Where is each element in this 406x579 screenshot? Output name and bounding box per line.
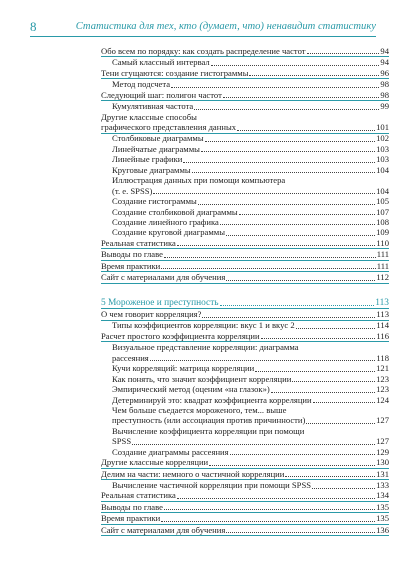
- toc-entry-page: 104: [376, 185, 389, 196]
- toc-entry-title: Создание столбиковой диаграммы: [112, 206, 238, 217]
- dot-leader: [285, 475, 375, 477]
- dot-leader: [132, 443, 375, 445]
- toc-entry-title: Линейные графики: [112, 154, 183, 165]
- toc-entry[interactable]: [101, 186, 389, 196]
- toc-entry-page: 112: [376, 272, 389, 283]
- toc-entry-title: Делим на части: немного о частичной корреляции: [101, 468, 285, 479]
- toc-entry[interactable]: [101, 227, 389, 237]
- dot-leader: [202, 316, 375, 318]
- toc-entry[interactable]: [101, 513, 389, 524]
- toc-entry-title: Самый классный интервал: [112, 57, 210, 68]
- dot-leader: [226, 279, 375, 281]
- toc-entry-title: Кумулятивная частота: [112, 101, 194, 112]
- dot-leader: [171, 86, 379, 88]
- dot-leader: [230, 453, 376, 455]
- toc-entry-title: Круговые диаграммы: [112, 164, 191, 175]
- toc-entry-page: 130: [376, 457, 389, 468]
- toc-entry[interactable]: [101, 342, 389, 352]
- toc-entry-title: Выводы по главе: [101, 501, 163, 512]
- toc-entry[interactable]: [101, 363, 389, 373]
- dot-leader: [177, 244, 376, 246]
- toc-entry-title: Вычисление коэффициента корреляции при помощи: [112, 425, 305, 436]
- toc-entry-page: 110: [376, 237, 389, 248]
- dot-leader: [201, 150, 375, 152]
- toc-entry[interactable]: [101, 415, 389, 425]
- dot-leader: [292, 380, 375, 382]
- toc-entry-title: Следующий шаг: полигон частот: [101, 89, 222, 100]
- toc-entry[interactable]: [101, 165, 389, 175]
- chapter-title: 5 Мороженое и преступность: [101, 297, 219, 308]
- dot-leader: [255, 370, 375, 372]
- dot-leader: [177, 497, 375, 499]
- toc-entry[interactable]: [101, 57, 389, 67]
- toc-entry-title: Столбиковые диаграммы: [112, 133, 204, 144]
- toc-entry-title: Обо всем по порядку: как создать распределение частот: [101, 46, 306, 56]
- dot-leader: [205, 140, 376, 142]
- toc-entry-page: 98: [380, 79, 389, 90]
- toc-entry-title: Создание гистограммы: [112, 196, 197, 207]
- toc-entry[interactable]: [101, 309, 389, 320]
- dot-leader: [192, 171, 375, 173]
- toc-entry-page: 94: [380, 46, 389, 56]
- toc-entry[interactable]: [101, 321, 389, 331]
- toc-entry-page: 114: [376, 320, 389, 331]
- table-of-contents: [101, 46, 389, 536]
- toc-entry-page: 111: [376, 249, 389, 260]
- toc-entry[interactable]: [101, 405, 389, 415]
- toc-entry[interactable]: [101, 196, 389, 206]
- dot-leader: [161, 267, 375, 269]
- toc-entry-page: 129: [376, 446, 389, 457]
- toc-entry-title: Линейчатые диаграммы: [112, 143, 200, 154]
- toc-entry[interactable]: [101, 395, 389, 405]
- toc-entry-page: 133: [376, 480, 389, 491]
- toc-entry-page: 131: [376, 468, 389, 479]
- dot-leader: [164, 256, 376, 258]
- dot-leader: [261, 337, 376, 339]
- toc-entry[interactable]: [101, 469, 389, 480]
- toc-entry-title: преступность (или ассоциация против причинности): [112, 415, 306, 426]
- toc-chapter-heading[interactable]: [101, 298, 389, 309]
- toc-entry[interactable]: [101, 480, 389, 490]
- toc-entry[interactable]: [101, 502, 389, 513]
- toc-entry-page: 118: [376, 352, 389, 363]
- toc-entry[interactable]: [101, 122, 389, 133]
- running-header: [30, 20, 376, 37]
- toc-entry-title: Другие классные способы: [101, 111, 197, 122]
- toc-entry[interactable]: [101, 154, 389, 164]
- toc-section-chapter-5: [101, 309, 389, 536]
- toc-entry[interactable]: [101, 46, 389, 57]
- dot-leader: [226, 234, 375, 236]
- dot-leader: [209, 464, 375, 466]
- dot-leader: [312, 487, 375, 489]
- toc-entry-page: 98: [380, 89, 389, 100]
- toc-entry-page: 135: [376, 501, 389, 512]
- toc-entry[interactable]: [101, 101, 389, 111]
- toc-entry-title: Реальная статистика: [101, 490, 176, 501]
- toc-entry-title: Эмпирический метод (оценим «на глазок»): [112, 384, 270, 395]
- toc-entry[interactable]: [101, 525, 389, 536]
- toc-entry-title: Вычисление частичной корреляции при помощи SPSS: [112, 480, 311, 491]
- dot-leader: [150, 359, 376, 361]
- toc-entry-page: 116: [376, 330, 389, 341]
- toc-entry-title: Выводы по главе: [101, 249, 163, 260]
- dot-leader: [249, 74, 379, 76]
- toc-entry-title: Время практики: [101, 513, 161, 524]
- toc-entry[interactable]: [101, 261, 389, 272]
- toc-entry-page: 135: [376, 513, 389, 524]
- toc-entry-title: Чем больше съедается мороженого, тем... выше: [112, 405, 287, 415]
- toc-entry-title: Как понять, что значит коэффициент корреляции: [112, 373, 292, 384]
- toc-entry-page: 127: [376, 436, 389, 447]
- toc-entry-page: 136: [376, 524, 389, 535]
- toc-entry[interactable]: [101, 384, 389, 394]
- toc-entry[interactable]: [101, 436, 389, 446]
- toc-entry[interactable]: [101, 457, 389, 468]
- toc-entry[interactable]: [101, 353, 389, 363]
- toc-entry-page: 134: [376, 490, 389, 501]
- toc-entry[interactable]: [101, 426, 389, 436]
- toc-entry[interactable]: [101, 238, 389, 249]
- toc-entry[interactable]: [101, 144, 389, 154]
- toc-entry-title: О чем говорит корреляция?: [101, 309, 202, 320]
- toc-entry-page: 127: [376, 415, 389, 426]
- dot-leader: [164, 508, 375, 510]
- toc-entry[interactable]: [101, 68, 389, 79]
- toc-entry-title: рассеяния: [112, 352, 149, 363]
- toc-entry-title: Время практики: [101, 260, 161, 271]
- toc-entry-title: Метод подсчета: [112, 79, 171, 90]
- toc-entry-page: 121: [376, 363, 389, 374]
- toc-entry[interactable]: [101, 79, 389, 89]
- toc-entry[interactable]: [101, 374, 389, 384]
- toc-entry[interactable]: [101, 272, 389, 283]
- toc-entry-page: 107: [376, 206, 389, 217]
- dot-leader: [307, 52, 380, 54]
- dot-leader: [239, 213, 375, 215]
- toc-entry[interactable]: [101, 134, 389, 144]
- toc-entry[interactable]: [101, 491, 389, 502]
- toc-entry[interactable]: [101, 207, 389, 217]
- dot-leader: [226, 531, 375, 533]
- dot-leader: [220, 304, 375, 306]
- toc-entry[interactable]: [101, 447, 389, 457]
- toc-entry[interactable]: [101, 331, 389, 342]
- toc-entry-page: 124: [376, 394, 389, 405]
- dot-leader: [237, 129, 375, 131]
- toc-entry-page: 104: [376, 164, 389, 175]
- dot-leader: [220, 223, 375, 225]
- dot-leader: [161, 520, 375, 522]
- toc-section-chapter-4: [101, 46, 389, 284]
- dot-leader: [194, 108, 379, 110]
- running-title: Статистика для тех, кто (думает, что) ненавидит статистику: [75, 21, 376, 32]
- toc-entry-title: Создание линейного графика: [112, 217, 219, 227]
- toc-entry-page: 94: [380, 57, 389, 68]
- toc-entry-page: 111: [376, 260, 389, 271]
- toc-entry-title: Расчет простого коэффициента корреляции: [101, 330, 260, 341]
- toc-entry[interactable]: [101, 217, 389, 227]
- toc-entry-title: Тени сгущаются: создание гистограммы: [101, 67, 249, 78]
- dot-leader: [271, 391, 375, 393]
- toc-entry-title: Визуальное представление корреляции: диаграмма: [112, 342, 299, 353]
- dot-leader: [211, 64, 380, 66]
- toc-entry-page: 103: [376, 154, 389, 165]
- toc-entry[interactable]: [101, 112, 389, 122]
- toc-entry[interactable]: [101, 90, 389, 101]
- dot-leader: [306, 422, 375, 424]
- toc-entry-title: Другие классные корреляции: [101, 457, 209, 468]
- toc-entry-title: Типы коэффициентов корреляции: вкус 1 и вкус 2: [112, 320, 295, 331]
- toc-entry-page: 109: [376, 227, 389, 238]
- toc-entry-page: 96: [380, 67, 389, 78]
- toc-entry-title: Сайт с материалами для обучения: [101, 524, 226, 535]
- page-number: 8: [30, 19, 37, 34]
- toc-entry-page: 108: [376, 217, 389, 227]
- toc-entry-title: Иллюстрация данных при помощи компьютера: [112, 175, 286, 186]
- dot-leader: [198, 203, 375, 205]
- toc-entry-page: 101: [376, 122, 389, 133]
- toc-entry-page: 123: [376, 384, 389, 395]
- dot-leader: [223, 96, 380, 98]
- toc-entry-title: Сайт с материалами для обучения: [101, 272, 226, 283]
- toc-entry-page: 99: [380, 101, 389, 112]
- toc-entry-title: Детерминируй это: квадрат коэффициента корреляции: [112, 394, 312, 405]
- toc-entry-title: SPSS: [112, 436, 132, 447]
- toc-entry-title: Создание круговой диаграммы: [112, 227, 225, 238]
- dot-leader: [296, 327, 376, 329]
- dot-leader: [183, 161, 375, 163]
- toc-entry[interactable]: [101, 175, 389, 185]
- toc-entry-title: Кучи корреляций: матрица корреляции: [112, 363, 255, 374]
- toc-entry-page: 103: [376, 143, 389, 154]
- toc-entry-page: 113: [376, 309, 389, 320]
- toc-entry-title: графического представления данных: [101, 122, 237, 133]
- dot-leader: [313, 401, 375, 403]
- toc-entry-page: 123: [376, 373, 389, 384]
- toc-entry[interactable]: [101, 249, 389, 260]
- chapter-page: 113: [375, 297, 389, 308]
- dot-leader: [153, 192, 375, 194]
- toc-entry-title: Создание диаграммы рассеяния: [112, 446, 229, 457]
- chapter-gap: [101, 284, 389, 298]
- toc-entry-page: 105: [376, 196, 389, 207]
- toc-entry-page: 102: [376, 133, 389, 144]
- toc-entry-title: (т. е. SPSS): [112, 185, 153, 196]
- toc-entry-title: Реальная статистика: [101, 237, 176, 248]
